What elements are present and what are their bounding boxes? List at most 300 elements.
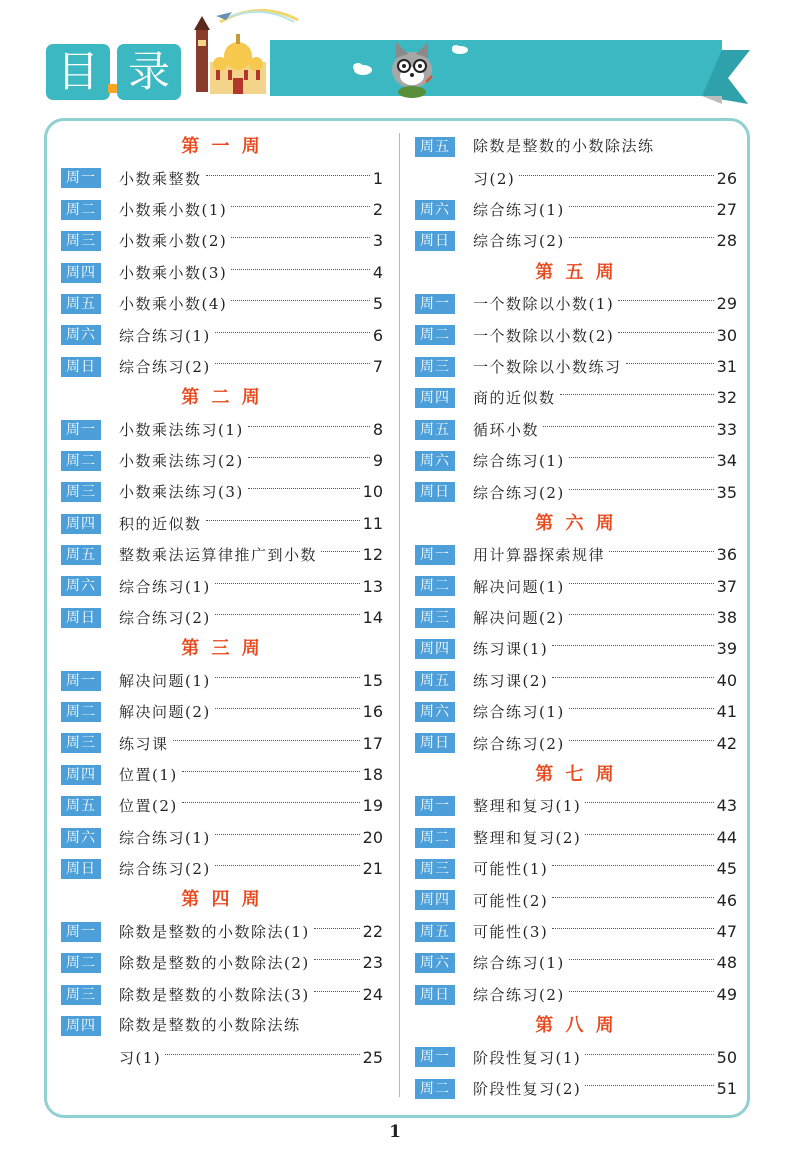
toc-entry <box>415 884 737 915</box>
dot-leader <box>618 300 713 301</box>
entry-page: 2 <box>372 199 383 219</box>
week-heading: 第 五 周 <box>535 261 617 283</box>
day-badge: 周一 <box>61 671 101 691</box>
entry-title: 小数乘小数(1) <box>119 200 228 219</box>
toc-entry-line <box>473 979 737 1010</box>
toc-entry-line <box>119 351 383 382</box>
entry-page: 49 <box>716 984 737 1004</box>
page-number: 1 <box>389 1122 401 1142</box>
day-badge: 周六 <box>415 702 455 722</box>
toc-entry <box>415 602 737 633</box>
entry-title: 阶段性复习(1) <box>473 1048 582 1067</box>
header-banner <box>170 0 760 110</box>
toc-entry-line <box>119 319 383 350</box>
toc-entry-line <box>119 288 383 319</box>
entry-title: 解决问题(1) <box>119 671 211 690</box>
entry-title: 综合练习(1) <box>473 954 565 973</box>
day-badge: 周二 <box>415 1079 455 1099</box>
toc-entry <box>61 916 383 947</box>
day-badge: 周六 <box>61 576 101 596</box>
entry-title: 积的近似数 <box>119 514 202 533</box>
toc-entry <box>61 1010 383 1073</box>
dot-leader <box>543 426 714 427</box>
day-badge: 周三 <box>61 733 101 753</box>
dot-leader <box>248 488 360 489</box>
toc-entry <box>415 539 737 570</box>
toc-entry-line <box>119 257 383 288</box>
entry-title: 综合练习(2) <box>119 609 211 628</box>
day-badge: 周一 <box>415 1047 455 1067</box>
day-badge: 周二 <box>61 953 101 973</box>
day-badge: 周二 <box>415 576 455 596</box>
toc-entry-line <box>119 853 383 884</box>
entry-title: 综合练习(2) <box>473 483 565 502</box>
toc-entry <box>61 790 383 821</box>
dot-leader <box>569 457 714 458</box>
toc-entry <box>415 382 737 413</box>
toc-entry <box>61 225 383 256</box>
toc-entry <box>61 727 383 758</box>
day-badge: 周五 <box>415 671 455 691</box>
toc-entry-line <box>119 414 383 445</box>
toc-entry <box>415 790 737 821</box>
day-badge: 周日 <box>61 859 101 879</box>
entry-page: 7 <box>372 356 383 376</box>
toc-entry <box>61 319 383 350</box>
entry-page: 39 <box>716 639 737 659</box>
dot-leader <box>569 583 714 584</box>
entry-title-line-1: 除数是整数的小数除法练 <box>473 137 655 155</box>
entry-title: 综合练习(2) <box>119 860 211 879</box>
day-badge: 周三 <box>415 859 455 879</box>
toc-entry <box>61 822 383 853</box>
entry-title: 综合练习(1) <box>119 577 211 596</box>
day-badge: 周四 <box>61 514 101 534</box>
toc-entry-line <box>119 790 383 821</box>
dot-leader <box>626 363 714 364</box>
entry-title: 小数乘小数(2) <box>119 232 228 251</box>
toc-entry <box>61 602 383 633</box>
dot-leader <box>314 991 360 992</box>
toc-right-column <box>415 131 737 1104</box>
dot-leader <box>569 206 714 207</box>
toc-entry-line <box>473 351 737 382</box>
entry-page: 22 <box>362 921 383 941</box>
entry-page: 37 <box>716 576 737 596</box>
toc-entry <box>61 979 383 1010</box>
toc-entry-line <box>473 790 737 821</box>
entry-page: 31 <box>716 356 737 376</box>
entry-page: 45 <box>716 859 737 879</box>
dot-leader <box>314 928 360 929</box>
day-badge: 周日 <box>415 985 455 1005</box>
dot-leader <box>314 959 360 960</box>
day-badge: 周一 <box>415 796 455 816</box>
entry-title: 小数乘小数(4) <box>119 295 228 314</box>
castle-illustration <box>194 16 266 94</box>
day-badge: 周二 <box>61 451 101 471</box>
toc-entry <box>61 947 383 978</box>
day-badge: 周日 <box>415 231 455 251</box>
dot-leader <box>552 645 713 646</box>
toc-entry-line <box>119 476 383 507</box>
entry-page: 20 <box>362 827 383 847</box>
entry-title: 综合练习(1) <box>473 703 565 722</box>
dot-leader <box>165 1054 359 1055</box>
toc-entry <box>415 916 737 947</box>
day-badge: 周四 <box>415 388 455 408</box>
column-divider <box>399 133 400 1097</box>
toc-entry <box>61 696 383 727</box>
entry-page: 26 <box>716 168 737 188</box>
toc-entry <box>415 947 737 978</box>
entry-page: 10 <box>362 482 383 502</box>
toc-entry <box>61 351 383 382</box>
entry-page: 29 <box>716 294 737 314</box>
day-badge: 周日 <box>415 733 455 753</box>
toc-entry <box>61 539 383 570</box>
toc-entry-line <box>119 979 383 1010</box>
toc-entry <box>415 194 737 225</box>
day-badge: 周五 <box>61 294 101 314</box>
entry-page: 43 <box>716 796 737 816</box>
toc-entry-line <box>473 1073 737 1104</box>
entry-page: 12 <box>362 545 383 565</box>
toc-entry-line <box>473 1041 737 1072</box>
entry-title: 练习课(1) <box>473 640 549 659</box>
toc-entry-line <box>119 162 383 193</box>
day-badge: 周六 <box>415 953 455 973</box>
dot-leader <box>560 394 714 395</box>
entry-page: 15 <box>362 670 383 690</box>
entry-page: 44 <box>716 827 737 847</box>
day-badge: 周六 <box>61 325 101 345</box>
entry-page: 18 <box>362 765 383 784</box>
dot-leader <box>552 897 713 898</box>
entry-title: 小数乘小数(3) <box>119 263 228 282</box>
title-dot <box>108 84 117 93</box>
entry-page: 38 <box>716 608 737 628</box>
day-badge: 周四 <box>61 1016 101 1036</box>
week-heading: 第 四 周 <box>181 889 263 911</box>
day-badge: 周一 <box>61 420 101 440</box>
toc-entry-line <box>119 570 383 601</box>
dot-leader <box>552 928 713 929</box>
header <box>0 0 790 110</box>
toc-entry-line <box>473 727 737 758</box>
dot-leader <box>569 740 714 741</box>
dot-leader <box>248 426 370 427</box>
toc-entry-line <box>473 822 737 853</box>
toc-entry <box>415 696 737 727</box>
entry-title-line-2: 习(1) <box>119 1048 162 1067</box>
day-badge: 周三 <box>61 985 101 1005</box>
dot-leader <box>215 708 360 709</box>
entry-title: 整理和复习(2) <box>473 828 582 847</box>
entry-page: 17 <box>362 733 383 753</box>
day-badge: 周三 <box>415 608 455 628</box>
toc-entry-line <box>473 853 737 884</box>
dot-leader <box>231 269 370 270</box>
entry-title: 综合练习(2) <box>473 734 565 753</box>
toc-entry <box>415 822 737 853</box>
entry-page: 48 <box>716 953 737 973</box>
day-badge: 周四 <box>415 639 455 659</box>
entry-page: 42 <box>716 733 737 753</box>
entry-page: 8 <box>372 419 383 439</box>
entry-title: 综合练习(1) <box>119 828 211 847</box>
day-badge: 周一 <box>415 545 455 565</box>
toc-entry <box>61 570 383 601</box>
toc-entry-line <box>119 445 383 476</box>
day-badge: 周日 <box>61 608 101 628</box>
toc-entry-line <box>473 602 737 633</box>
dot-leader <box>248 457 370 458</box>
day-badge: 周五 <box>415 420 455 440</box>
entry-title: 练习课 <box>119 734 169 753</box>
toc-entry <box>61 853 383 884</box>
day-badge: 周五 <box>415 922 455 942</box>
dot-leader <box>552 677 713 678</box>
toc-entry <box>415 225 737 256</box>
toc-entry <box>61 288 383 319</box>
week-heading: 第 三 周 <box>181 638 263 660</box>
day-badge: 周四 <box>415 890 455 910</box>
dot-leader <box>215 677 360 678</box>
entry-page: 19 <box>362 796 383 816</box>
toc-entry-line <box>473 884 737 915</box>
entry-title: 整数乘法运算律推广到小数 <box>119 546 318 565</box>
toc-left-column <box>61 131 383 1073</box>
dot-leader <box>231 237 370 238</box>
toc-entry-line <box>473 696 737 727</box>
entry-page: 13 <box>362 576 383 596</box>
day-badge: 周二 <box>415 828 455 848</box>
entry-page: 50 <box>716 1047 737 1067</box>
title-char-2: 录 <box>117 44 181 100</box>
dot-leader <box>552 865 713 866</box>
entry-page: 41 <box>716 702 737 722</box>
day-badge: 周三 <box>61 231 101 251</box>
dot-leader <box>569 489 714 490</box>
toc-entry <box>415 665 737 696</box>
entry-title: 解决问题(2) <box>119 703 211 722</box>
toc-entry <box>415 727 737 758</box>
day-badge: 周一 <box>415 294 455 314</box>
day-badge: 周二 <box>61 702 101 722</box>
dot-leader <box>569 708 714 709</box>
toc-entry-line <box>119 947 383 978</box>
entry-page: 23 <box>362 953 383 973</box>
toc-entry-line <box>473 665 737 696</box>
toc-entry-line <box>119 665 383 696</box>
toc-entry <box>415 414 737 445</box>
entry-page: 47 <box>716 921 737 941</box>
week-heading: 第 六 周 <box>535 512 617 534</box>
toc-entry <box>415 319 737 350</box>
toc-entry-line <box>119 1041 383 1072</box>
dot-leader <box>215 834 360 835</box>
dot-leader <box>569 991 714 992</box>
dot-leader <box>519 175 713 176</box>
week-heading: 第 二 周 <box>181 387 263 409</box>
dot-leader <box>585 834 713 835</box>
entry-page: 28 <box>716 231 737 251</box>
toc-entry-line <box>473 476 737 507</box>
entry-title: 小数乘法练习(1) <box>119 420 244 439</box>
toc-entry <box>415 633 737 664</box>
toc-entry-line <box>473 916 737 947</box>
day-badge: 周四 <box>61 263 101 283</box>
entry-page: 16 <box>362 702 383 722</box>
entry-page: 1 <box>372 168 383 188</box>
week-heading: 第 七 周 <box>535 763 617 785</box>
entry-page: 51 <box>716 1078 737 1098</box>
day-badge: 周二 <box>415 325 455 345</box>
entry-page: 14 <box>362 608 383 628</box>
dot-leader <box>585 1085 713 1086</box>
entry-page: 46 <box>716 890 737 910</box>
day-badge: 周六 <box>61 828 101 848</box>
toc-entry <box>61 508 383 539</box>
toc-entry-line <box>473 570 737 601</box>
day-badge: 周日 <box>61 357 101 377</box>
entry-title: 一个数除以小数练习 <box>473 357 622 376</box>
toc-entry-line <box>473 414 737 445</box>
entry-title: 综合练习(1) <box>473 200 565 219</box>
dot-leader <box>182 771 360 772</box>
dot-leader <box>215 363 370 364</box>
toc-entry-line <box>119 602 383 633</box>
toc-entry-line <box>119 916 383 947</box>
entry-title: 可能性(2) <box>473 891 549 910</box>
toc-entry <box>61 476 383 507</box>
toc-entry <box>415 853 737 884</box>
toc-entry <box>61 414 383 445</box>
dot-leader <box>215 865 360 866</box>
week-heading: 第 一 周 <box>181 136 263 157</box>
dot-leader <box>585 1054 713 1055</box>
week-heading: 第 八 周 <box>535 1014 617 1036</box>
entry-page: 11 <box>362 513 383 533</box>
entry-title: 除数是整数的小数除法(1) <box>119 922 310 941</box>
toc-entry-line <box>119 194 383 225</box>
entry-title: 可能性(3) <box>473 922 549 941</box>
title-char-1: 目 <box>46 44 110 100</box>
entry-title: 除数是整数的小数除法(3) <box>119 985 310 1004</box>
entry-page: 25 <box>362 1047 383 1067</box>
dot-leader <box>215 614 360 615</box>
toc-entry-line <box>473 382 737 413</box>
entry-title-line-1: 除数是整数的小数除法练 <box>119 1015 301 1034</box>
entry-title: 综合练习(2) <box>119 357 211 376</box>
dot-leader <box>321 551 360 552</box>
entry-title: 除数是整数的小数除法(2) <box>119 954 310 973</box>
entry-page: 35 <box>716 482 737 502</box>
entry-title: 解决问题(1) <box>473 577 565 596</box>
entry-title: 综合练习(1) <box>119 326 211 345</box>
entry-title: 商的近似数 <box>473 389 556 408</box>
toc-entry <box>415 1041 737 1072</box>
entry-title: 一个数除以小数(2) <box>473 326 615 345</box>
day-badge: 周五 <box>415 137 455 157</box>
day-badge: 周六 <box>415 200 455 220</box>
entry-title: 小数乘整数 <box>119 169 202 188</box>
entry-title: 位置(1) <box>119 766 178 784</box>
entry-title: 综合练习(2) <box>473 232 565 251</box>
toc-entry-line <box>119 539 383 570</box>
entry-page: 9 <box>372 451 383 471</box>
toc-entry-line <box>119 508 383 539</box>
entry-title: 综合练习(1) <box>473 452 565 471</box>
dot-leader <box>618 332 713 333</box>
toc-entry <box>415 288 737 319</box>
entry-title: 阶段性复习(2) <box>473 1079 582 1098</box>
day-badge: 周六 <box>415 451 455 471</box>
day-badge: 周五 <box>61 796 101 816</box>
entry-title: 综合练习(2) <box>473 985 565 1004</box>
dot-leader <box>215 583 360 584</box>
toc-entry <box>415 476 737 507</box>
toc-entry <box>61 162 383 193</box>
entry-page: 4 <box>372 262 383 282</box>
toc-entry <box>415 351 737 382</box>
entry-page: 32 <box>716 388 737 408</box>
entry-page: 24 <box>362 984 383 1004</box>
entry-page: 33 <box>716 419 737 439</box>
entry-title-line-2: 习(2) <box>473 169 516 188</box>
entry-page: 6 <box>372 325 383 345</box>
toc-entry <box>61 257 383 288</box>
entry-page: 5 <box>372 294 383 314</box>
toc-entry <box>415 445 737 476</box>
toc-entry-line <box>473 319 737 350</box>
entry-title: 用计算器探索规律 <box>473 546 606 565</box>
entry-page: 34 <box>716 451 737 471</box>
toc-entry-line <box>473 633 737 664</box>
day-badge: 周二 <box>61 200 101 220</box>
toc-entry-line <box>473 194 737 225</box>
day-badge: 周四 <box>61 765 101 785</box>
toc-entry-line <box>119 696 383 727</box>
toc-entry <box>61 194 383 225</box>
day-badge: 周五 <box>61 545 101 565</box>
toc-entry-line <box>119 727 383 758</box>
entry-title: 一个数除以小数(1) <box>473 295 615 314</box>
entry-page: 27 <box>716 199 737 219</box>
entry-page: 21 <box>362 859 383 879</box>
entry-title: 循环小数 <box>473 420 540 439</box>
toc-entry-line <box>473 947 737 978</box>
toc-entry <box>61 665 383 696</box>
entry-title: 小数乘法练习(3) <box>119 483 244 502</box>
dot-leader <box>569 614 714 615</box>
dot-leader <box>569 959 714 960</box>
dot-leader <box>206 175 370 176</box>
toc-entry-line <box>473 162 737 193</box>
day-badge: 周一 <box>61 922 101 942</box>
toc-entry <box>415 1073 737 1104</box>
toc-entry-line <box>473 445 737 476</box>
toc-entry <box>61 445 383 476</box>
toc-entry-line <box>119 822 383 853</box>
toc-entry <box>61 759 383 790</box>
day-badge: 周一 <box>61 168 101 188</box>
dot-leader <box>206 520 360 521</box>
entry-title: 可能性(1) <box>473 860 549 879</box>
dot-leader <box>173 740 360 741</box>
entry-page: 3 <box>372 231 383 251</box>
